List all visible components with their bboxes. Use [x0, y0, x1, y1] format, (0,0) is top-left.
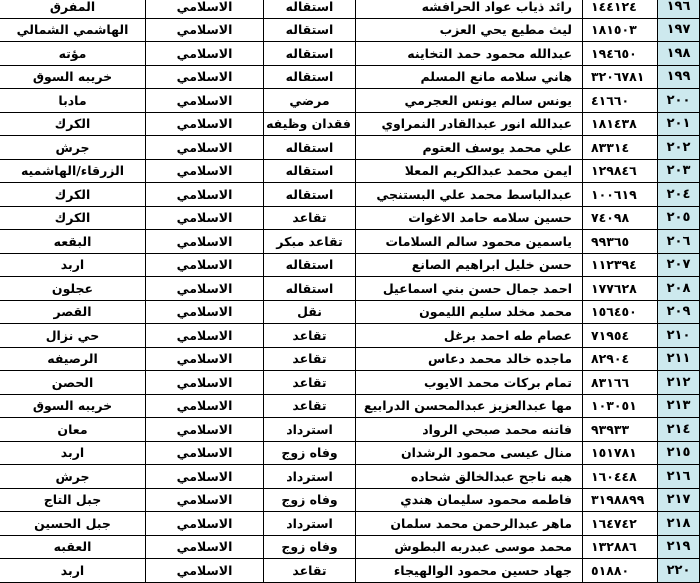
record-number-cell: ٨٣٣١٤ [583, 136, 658, 160]
location-cell: خريبه السوق [0, 65, 146, 89]
person-name-cell: عبدالباسط محمد علي البستنجي [356, 183, 583, 207]
reason-cell: تقاعد [264, 324, 356, 348]
fund-type-cell: الاسلامي [146, 159, 264, 183]
fund-type-cell: الاسلامي [146, 535, 264, 559]
table-row [0, 277, 700, 301]
reason-cell: استقاله [264, 18, 356, 42]
fund-type-cell: الاسلامي [146, 465, 264, 489]
row-number-cell: ٢٠٥ [658, 206, 700, 230]
location-cell: الكرك [0, 206, 146, 230]
reason-cell: تقاعد [264, 347, 356, 371]
row-number-cell: ٢٠٩ [658, 300, 700, 324]
location-cell: جبل الحسين [0, 512, 146, 536]
row-number-cell: ٢١٩ [658, 535, 700, 559]
location-cell: الهاشمي الشمالي [0, 18, 146, 42]
reason-cell: استرداد [264, 418, 356, 442]
fund-type-cell: الاسلامي [146, 89, 264, 113]
reason-cell: فقدان وظيفه [264, 112, 356, 136]
table-row [0, 183, 700, 207]
reason-cell: استقاله [264, 277, 356, 301]
record-number-cell: ١٠٣٠٥١ [583, 394, 658, 418]
fund-type-cell: الاسلامي [146, 136, 264, 160]
record-number-cell: ٧١٩٥٤ [583, 324, 658, 348]
row-number-cell: ٢٠٧ [658, 253, 700, 277]
reason-cell: استقاله [264, 136, 356, 160]
location-cell: خريبه السوق [0, 394, 146, 418]
row-number-cell: ١٩٩ [658, 65, 700, 89]
location-cell: جرش [0, 465, 146, 489]
row-number-cell: ٢١٢ [658, 371, 700, 395]
record-number-cell: ١٥١٧٨١ [583, 441, 658, 465]
table-row [0, 441, 700, 465]
fund-type-cell: الاسلامي [146, 253, 264, 277]
fund-type-cell: الاسلامي [146, 18, 264, 42]
person-name-cell: فاتنه محمد صبحي الرواد [356, 418, 583, 442]
person-name-cell: ليث مطيع يحي العزب [356, 18, 583, 42]
fund-type-cell: الاسلامي [146, 277, 264, 301]
person-name-cell: حسن خليل ابراهيم الصانع [356, 253, 583, 277]
record-number-cell: ٨٣١٦٦ [583, 371, 658, 395]
table-row [0, 230, 700, 254]
reason-cell: استقاله [264, 183, 356, 207]
table-row [0, 136, 700, 160]
table-row [0, 324, 700, 348]
location-cell: اربد [0, 441, 146, 465]
location-cell: الزرقاء/الهاشميه [0, 159, 146, 183]
record-number-cell: ٩٣٩٣٣ [583, 418, 658, 442]
record-number-cell: ٣١٩٨٨٩٩ [583, 488, 658, 512]
table-row [0, 89, 700, 113]
fund-type-cell: الاسلامي [146, 65, 264, 89]
fund-type-cell: الاسلامي [146, 441, 264, 465]
row-number-cell: ٢٠١ [658, 112, 700, 136]
record-number-cell: ٨٢٩٠٤ [583, 347, 658, 371]
row-number-cell: ٢٠٤ [658, 183, 700, 207]
record-number-cell: ١٨١٤٣٨ [583, 112, 658, 136]
reason-cell: تقاعد [264, 559, 356, 583]
location-cell: الحصن [0, 371, 146, 395]
person-name-cell: حسين سلامه حامد الاغوات [356, 206, 583, 230]
row-number-cell: ٢٠٣ [658, 159, 700, 183]
row-number-cell: ٢٠٦ [658, 230, 700, 254]
record-number-cell: ٥١٨٨٠ [583, 559, 658, 583]
record-number-cell: ١٠٠٦١٩ [583, 183, 658, 207]
table-row [0, 0, 700, 18]
person-name-cell: منال عيسى محمود الرشدان [356, 441, 583, 465]
person-name-cell: محمد مخلد سليم الليمون [356, 300, 583, 324]
row-number-cell: ٢١٧ [658, 488, 700, 512]
fund-type-cell: الاسلامي [146, 488, 264, 512]
location-cell: مادبا [0, 89, 146, 113]
reason-cell: وفاه زوج [264, 488, 356, 512]
fund-type-cell: الاسلامي [146, 206, 264, 230]
table-row [0, 488, 700, 512]
location-cell: اربد [0, 559, 146, 583]
reason-cell: استرداد [264, 512, 356, 536]
table-row [0, 465, 700, 489]
record-number-cell: ١٣٢٨٨٦ [583, 535, 658, 559]
table-row [0, 206, 700, 230]
record-number-cell: ١٥٦٤٥٠ [583, 300, 658, 324]
record-number-cell: ٣٢٠٦٧٨١ [583, 65, 658, 89]
table-row [0, 42, 700, 66]
location-cell: اربد [0, 253, 146, 277]
reason-cell: استقاله [264, 159, 356, 183]
table-row [0, 371, 700, 395]
row-number-cell: ٢١٣ [658, 394, 700, 418]
row-number-cell: ٢٢٠ [658, 559, 700, 583]
location-cell: القصر [0, 300, 146, 324]
person-name-cell: ماهر عبدالرحمن محمد سلمان [356, 512, 583, 536]
table-row [0, 300, 700, 324]
fund-type-cell: الاسلامي [146, 559, 264, 583]
location-cell: جرش [0, 136, 146, 160]
row-number-cell: ١٩٨ [658, 42, 700, 66]
person-name-cell: عبدالله محمود حمد التخاينه [356, 42, 583, 66]
fund-type-cell: الاسلامي [146, 230, 264, 254]
person-name-cell: فاطمه محمود سليمان هندي [356, 488, 583, 512]
location-cell: المفرق [0, 0, 146, 18]
row-number-cell: ٢١١ [658, 347, 700, 371]
reason-cell: وفاه زوج [264, 535, 356, 559]
table-row [0, 512, 700, 536]
record-number-cell: ١٩٤٦٥٠ [583, 42, 658, 66]
fund-type-cell: الاسلامي [146, 300, 264, 324]
reason-cell: تقاعد [264, 371, 356, 395]
reason-cell: تقاعد مبكر [264, 230, 356, 254]
row-number-cell: ١٩٧ [658, 18, 700, 42]
person-name-cell: هاني سلامه مانع المسلم [356, 65, 583, 89]
reason-cell: استقاله [264, 42, 356, 66]
person-name-cell: عبدالله انور عبدالقادر النمراوي [356, 112, 583, 136]
fund-type-cell: الاسلامي [146, 418, 264, 442]
table-row [0, 65, 700, 89]
table-row [0, 418, 700, 442]
location-cell: البقعه [0, 230, 146, 254]
record-number-cell: ١١٢٣٩٤ [583, 253, 658, 277]
person-name-cell: ياسمين محمود سالم السلامات [356, 230, 583, 254]
record-number-cell: ١٦٤٧٤٢ [583, 512, 658, 536]
person-name-cell: جهاد حسين محمود الوالهيجاء [356, 559, 583, 583]
fund-type-cell: الاسلامي [146, 324, 264, 348]
row-number-cell: ٢١٨ [658, 512, 700, 536]
person-name-cell: علي محمد يوسف العتوم [356, 136, 583, 160]
person-name-cell: محمد موسى عبدربه البطوش [356, 535, 583, 559]
person-name-cell: ماجده خالد محمد دعاس [356, 347, 583, 371]
location-cell: الكرك [0, 183, 146, 207]
reason-cell: استرداد [264, 465, 356, 489]
row-number-cell: ٢١٥ [658, 441, 700, 465]
record-number-cell: ٧٤٠٩٨ [583, 206, 658, 230]
record-number-cell: ١٧٧٦٢٨ [583, 277, 658, 301]
person-name-cell: مها عبدالعزيز عبدالمحسن الدرابيع [356, 394, 583, 418]
record-number-cell: ١٨١٥٠٣ [583, 18, 658, 42]
location-cell: الكرك [0, 112, 146, 136]
row-number-cell: ٢١٤ [658, 418, 700, 442]
fund-type-cell: الاسلامي [146, 347, 264, 371]
table-row [0, 253, 700, 277]
record-number-cell: ١٦٠٤٤٨ [583, 465, 658, 489]
row-number-cell: ٢٠٠ [658, 89, 700, 113]
location-cell: حي نزال [0, 324, 146, 348]
location-cell: معان [0, 418, 146, 442]
reason-cell: وفاه زوج [264, 441, 356, 465]
reason-cell: استقاله [264, 65, 356, 89]
fund-type-cell: الاسلامي [146, 371, 264, 395]
record-number-cell: ١٤٤١٢٤ [583, 0, 658, 18]
reason-cell: مرضي [264, 89, 356, 113]
reason-cell: تقاعد [264, 206, 356, 230]
person-name-cell: عصام طه احمد برغل [356, 324, 583, 348]
record-number-cell: ٤١٦٦٠ [583, 89, 658, 113]
table-row [0, 159, 700, 183]
table-row [0, 18, 700, 42]
person-name-cell: هبه ناجح عبدالخالق شحاده [356, 465, 583, 489]
reason-cell: استقاله [264, 253, 356, 277]
reason-cell: نقل [264, 300, 356, 324]
row-number-cell: ٢٠٢ [658, 136, 700, 160]
fund-type-cell: الاسلامي [146, 42, 264, 66]
row-number-cell: ١٩٦ [658, 0, 700, 18]
record-number-cell: ١٢٩٨٤٦ [583, 159, 658, 183]
fund-type-cell: الاسلامي [146, 512, 264, 536]
fund-type-cell: الاسلامي [146, 112, 264, 136]
person-name-cell: تمام بركات محمد الايوب [356, 371, 583, 395]
location-cell: جبل التاج [0, 488, 146, 512]
row-number-cell: ٢٠٨ [658, 277, 700, 301]
table-row [0, 559, 700, 583]
row-number-cell: ٢١٠ [658, 324, 700, 348]
table-row [0, 112, 700, 136]
reason-cell: استقاله [264, 0, 356, 18]
reason-cell: تقاعد [264, 394, 356, 418]
location-cell: العقبه [0, 535, 146, 559]
person-name-cell: ايمن محمد عبدالكريم المعلا [356, 159, 583, 183]
location-cell: عجلون [0, 277, 146, 301]
person-name-cell: احمد جمال حسن بني اسماعيل [356, 277, 583, 301]
row-number-cell: ٢١٦ [658, 465, 700, 489]
fund-type-cell: الاسلامي [146, 0, 264, 18]
person-name-cell: يونس سالم يونس العجرمي [356, 89, 583, 113]
record-number-cell: ٩٩٣٦٥ [583, 230, 658, 254]
fund-type-cell: الاسلامي [146, 183, 264, 207]
person-name-cell: رائد ذياب عواد الحرافشه [356, 0, 583, 18]
location-cell: الرصيفه [0, 347, 146, 371]
fund-type-cell: الاسلامي [146, 394, 264, 418]
table-row [0, 394, 700, 418]
table-row [0, 535, 700, 559]
table-row [0, 347, 700, 371]
location-cell: مؤته [0, 42, 146, 66]
